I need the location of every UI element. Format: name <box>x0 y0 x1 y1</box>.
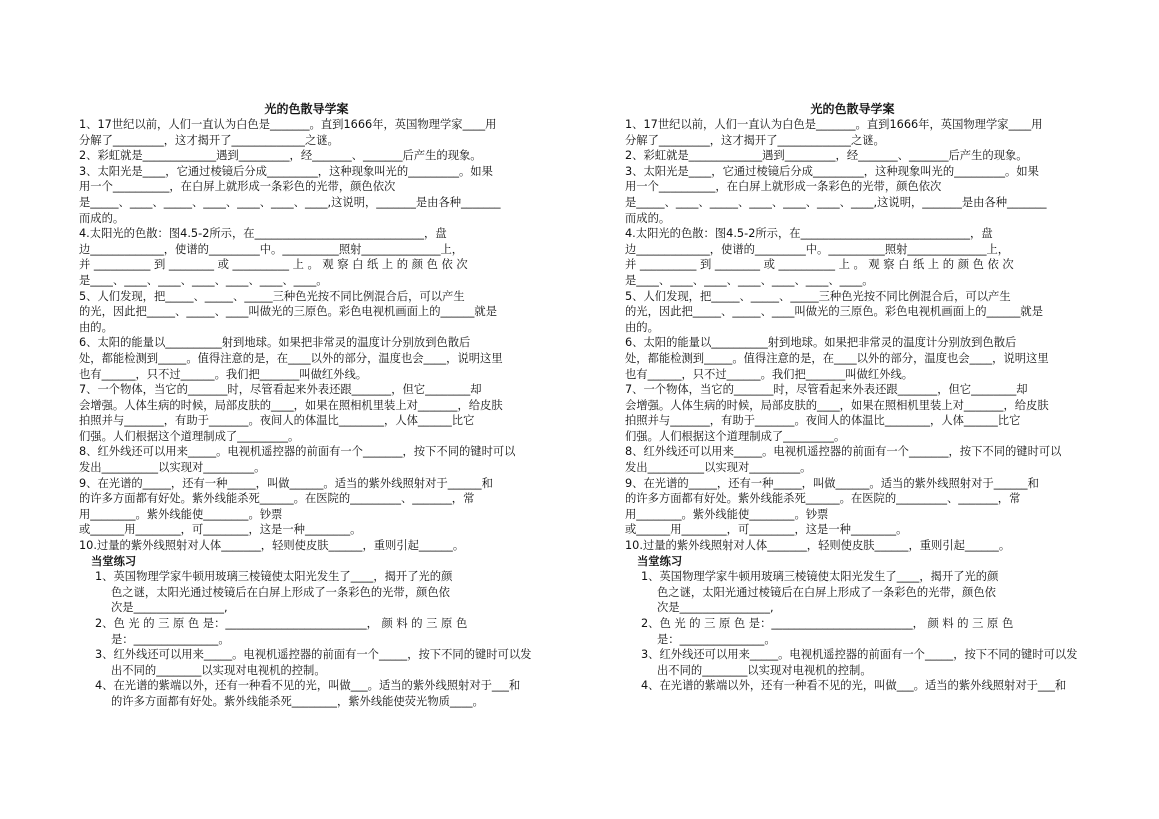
text-line: 9、在光谱的_____，还有一种_____，叫做______。适当的紫外线照射对于______和 <box>79 476 493 490</box>
text-line: 或______用________，可________，这是一种________。 <box>625 523 908 537</box>
text-line: 们强。人们根据这个道理制成了_________。 <box>625 429 846 443</box>
right-column <box>625 102 1080 694</box>
text-line: 也有______，只不过______。我们把_______叫做红外线。 <box>625 367 914 381</box>
text-line: 1、英国物理学家牛顿用玻璃三棱镜使太阳光发生了____，揭开了光的颜 <box>95 570 453 584</box>
text-line: 3、红外线还可以用来_____。电视机遥控器的前面有一个_____，按下不同的键时可以发 <box>641 648 1078 662</box>
text-line: 也有______，只不过______。我们把_______叫做红外线。 <box>79 367 368 381</box>
text-line: 1、17世纪以前，人们一直认为白色是_______。直到1666年，英国物理学家____用 <box>79 118 497 131</box>
text-line: 拍照并与_______，有助于_______。夜间人的体温比________，人体______比它 <box>79 414 475 428</box>
text-line: 发出__________以实现对_________。 <box>79 461 266 475</box>
text-line: 10.过量的紫外线照射对人体_______，轻则使皮肤______，重则引起______。 <box>625 539 1011 553</box>
text-line: 而成的。 <box>79 211 125 225</box>
text-line: 2、色 光 的 三 原 色 是：_________________________， 颜 料 的 三 原 色 <box>95 617 468 630</box>
text-line: 用________。紫外线能使________。钞票 <box>79 507 283 521</box>
text-line: 的光，因此把_____、_____、____叫做光的三原色。彩色电视机画面上的______就是 <box>79 305 497 319</box>
text-line: 或______用________，可________，这是一种________。 <box>79 523 362 537</box>
text-line: 边_____________，使谱的_________中。__________照射______________上， <box>625 242 1010 256</box>
text-line: 由的。 <box>79 320 113 334</box>
text-line: 出不同的________以实现对电视机的控制。 <box>111 663 326 677</box>
text-line: 是：_______________。 <box>111 632 230 646</box>
text-line: 的光，因此把_____、_____、____叫做光的三原色。彩色电视机画面上的______就是 <box>625 305 1043 319</box>
text-line: 6、太阳的能量以__________射到地球。如果把非常灵的温度计分别放到色散后 <box>79 336 471 350</box>
text-line: 5、人们发现，把_____、_____、_____三种色光按不同比例混合后，可以产生 <box>625 289 1011 303</box>
text-line: 用________。紫外线能使________。钞票 <box>625 507 829 521</box>
page-title: 光的色散导学案 <box>264 102 349 116</box>
text-line: 5、人们发现，把_____、_____、_____三种色光按不同比例混合后，可以产生 <box>79 289 465 303</box>
text-line: 处，都能检测到_____。值得注意的是，在____以外的部分，温度也会____，说明这里 <box>79 351 503 365</box>
text-line: 8、红外线还可以用来_____。电视机遥控器的前面有一个_______，按下不同的键时可以 <box>79 445 516 459</box>
text-line: 1、英国物理学家牛顿用玻璃三棱镜使太阳光发生了____，揭开了光的颜 <box>641 570 999 584</box>
text-line: 6、太阳的能量以__________射到地球。如果把非常灵的温度计分别放到色散后 <box>625 336 1017 350</box>
text-line: 的许多方面都有好处。紫外线能杀死________，紫外线能使荧光物质____。 <box>111 694 484 708</box>
text-line: 色之谜，太阳光通过棱镜后在白屏上形成了一条彩色的光带，颜色依 <box>111 585 450 599</box>
text-line: 7、一个物体，当它的_______时，尽管看起来外表还跟_______，但它________却 <box>79 383 482 397</box>
text-line: 4.太阳光的色散：图4.5-2所示，在______________________________，盘 <box>625 227 993 241</box>
text-line: 会增强。人体生病的时候，局部皮肤的____，如果在照相机里装上对_______，给皮肤 <box>79 398 503 412</box>
text-line: 1、17世纪以前，人们一直认为白色是_______。直到1666年，英国物理学家____用 <box>625 118 1043 131</box>
text-line: 的许多方面都有好处。紫外线能杀死______。在医院的_________、_______，常 <box>625 492 1021 506</box>
text-line: 3、太阳光是____，它通过棱镜后分成_________，这种现象叫光的_________。如果 <box>625 164 1039 178</box>
text-line: 2、彩虹就是_____________遇到_________，经_______、_______后产生的现象。 <box>625 149 1028 163</box>
text-line: 边_____________，使谱的_________中。__________照射______________上， <box>79 242 464 256</box>
text-line: 次是________________, <box>657 601 774 615</box>
left-column <box>79 102 534 710</box>
text-line: 们强。人们根据这个道理制成了_________。 <box>79 429 300 443</box>
section-heading: 当堂练习 <box>637 554 683 568</box>
text-line: 由的。 <box>625 320 659 334</box>
text-line: 处，都能检测到_____。值得注意的是，在____以外的部分，温度也会____，说明这里 <box>625 351 1049 365</box>
text-line: 色之谜，太阳光通过棱镜后在白屏上形成了一条彩色的光带，颜色依 <box>657 585 996 599</box>
text-line: 7、一个物体，当它的_______时，尽管看起来外表还跟_______，但它________却 <box>625 383 1028 397</box>
text-line: 用一个__________，在白屏上就形成一条彩色的光带，颜色依次 <box>79 180 396 194</box>
text-line: 而成的。 <box>625 211 671 225</box>
text-line: 分解了_________，这才揭开了_____________之谜。 <box>625 133 885 147</box>
text-line: 的许多方面都有好处。紫外线能杀死______。在医院的_________、_______，常 <box>79 492 475 506</box>
text-line: 拍照并与_______，有助于_______。夜间人的体温比________，人体______比它 <box>625 414 1021 428</box>
text-line: 并 __________ 到 ________ 或 __________ 上 。 观 察 白 纸 上 的 颜 色 依 次 <box>79 258 468 272</box>
text-line: 4、在光谱的紫端以外，还有一种看不见的光，叫做___。适当的紫外线照射对于___和 <box>641 679 1067 693</box>
text-line: 4.太阳光的色散：图4.5-2所示，在______________________________，盘 <box>79 227 447 241</box>
text-line: 次是________________, <box>111 601 228 615</box>
text-line: 用一个__________，在白屏上就形成一条彩色的光带，颜色依次 <box>625 180 942 194</box>
text-line: 4、在光谱的紫端以外，还有一种看不见的光，叫做___。适当的紫外线照射对于___和 <box>95 679 521 693</box>
text-line: 是____、____、____、____、____、____、____。 <box>79 273 328 287</box>
text-line: 2、色 光 的 三 原 色 是：_________________________， 颜 料 的 三 原 色 <box>641 617 1014 630</box>
text-line: 3、太阳光是____，它通过棱镜后分成_________，这种现象叫光的_________。如果 <box>79 164 493 178</box>
text-line: 会增强。人体生病的时候，局部皮肤的____，如果在照相机里装上对_______，给皮肤 <box>625 398 1049 412</box>
text-line: 分解了_________，这才揭开了_____________之谜。 <box>79 133 339 147</box>
text-line: 是：_______________。 <box>657 632 776 646</box>
text-line: 8、红外线还可以用来_____。电视机遥控器的前面有一个_______，按下不同的键时可以 <box>625 445 1062 459</box>
text-line: 发出__________以实现对_________。 <box>625 461 812 475</box>
text-line: 9、在光谱的_____，还有一种_____，叫做______。适当的紫外线照射对于______和 <box>625 476 1039 490</box>
worksheet-lines <box>625 117 1080 694</box>
section-heading: 当堂练习 <box>91 554 137 568</box>
text-line: 是____、____、____、____、____、____、____。 <box>625 273 874 287</box>
text-line: 10.过量的紫外线照射对人体_______，轻则使皮肤______，重则引起______。 <box>79 539 465 553</box>
text-line: 是_____、____、_____、____、____、____、____,这说明，_______是由各种_______ <box>625 195 1047 209</box>
text-line: 是_____、____、_____、____、____、____、____,这说明，_______是由各种_______ <box>79 195 501 209</box>
text-line: 2、彩虹就是_____________遇到_________，经_______、_______后产生的现象。 <box>79 149 482 163</box>
worksheet-lines <box>79 117 534 710</box>
page-title: 光的色散导学案 <box>810 102 895 116</box>
text-line: 3、红外线还可以用来_____。电视机遥控器的前面有一个_____，按下不同的键时可以发 <box>95 648 532 662</box>
text-line: 并 __________ 到 ________ 或 __________ 上 。 观 察 白 纸 上 的 颜 色 依 次 <box>625 258 1014 272</box>
text-line: 出不同的________以实现对电视机的控制。 <box>657 663 872 677</box>
